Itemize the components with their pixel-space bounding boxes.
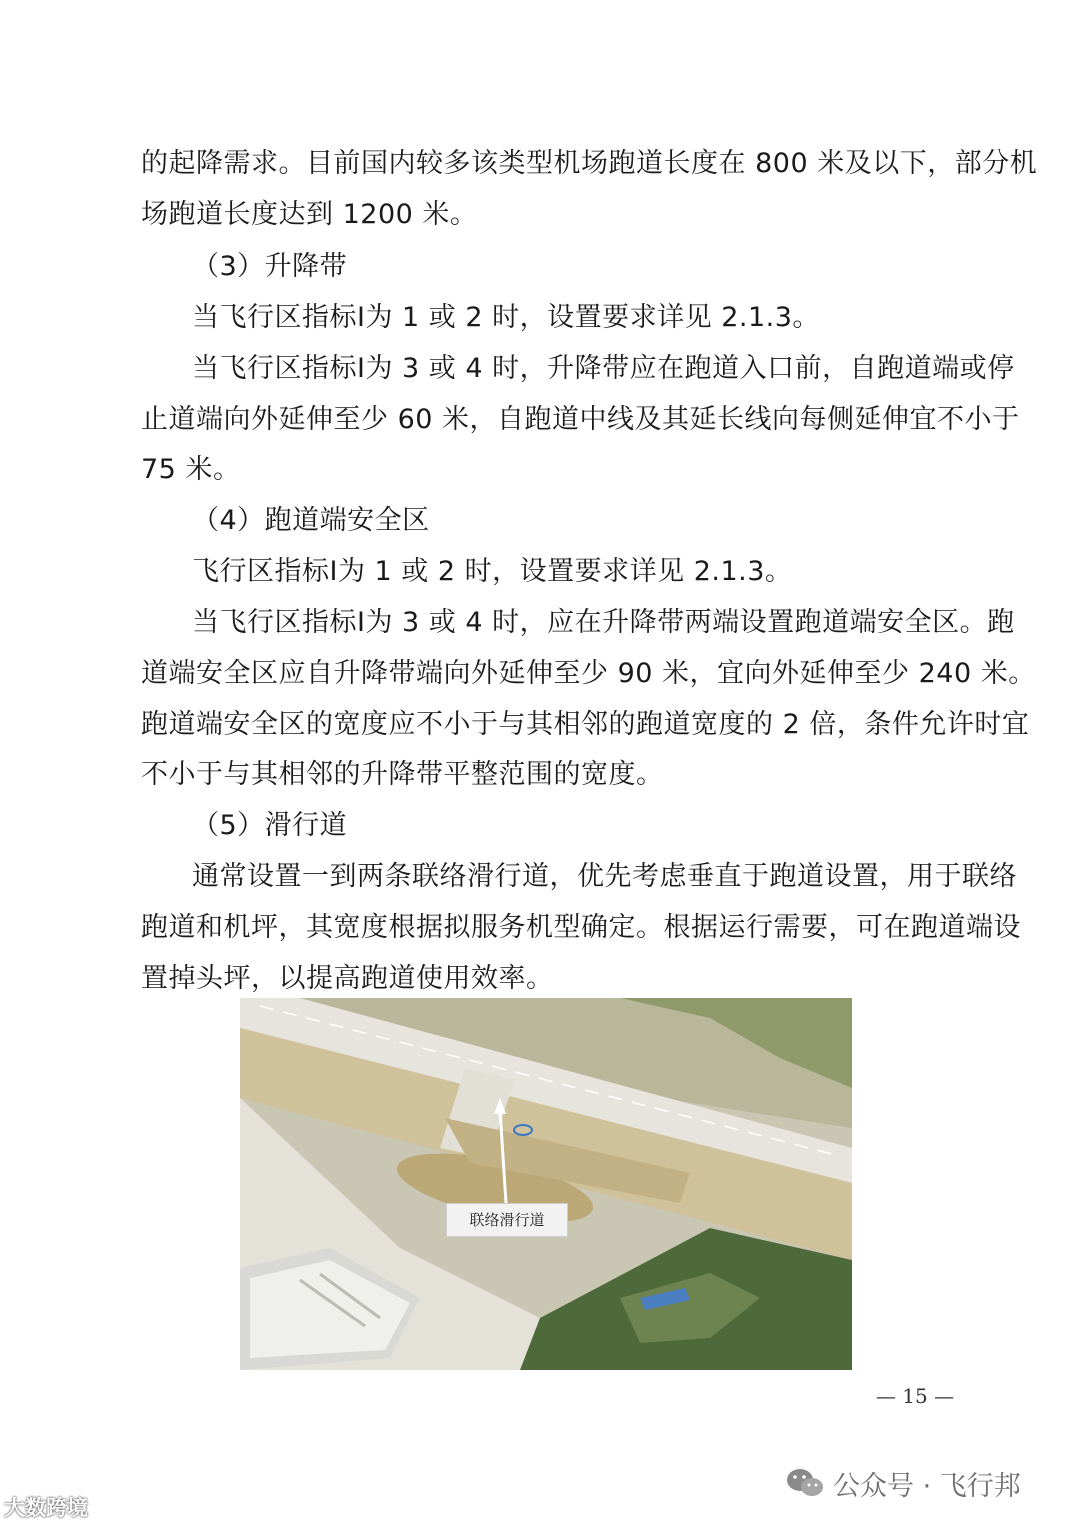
watermark-left	[4, 1490, 88, 1524]
paragraph-line: 跑道和机坪，其宽度根据拟服务机型确定。根据运行需要，可在跑道端设	[141, 912, 1021, 943]
paragraph-line: 的起降需求。目前国内较多该类型机场跑道长度在 800 米及以下，部分机	[141, 148, 1038, 179]
watermark-right	[785, 1463, 1021, 1503]
airport-aerial-photo	[240, 998, 852, 1370]
paragraph-line: 不小于与其相邻的升降带平整范围的宽度。	[141, 759, 664, 790]
account-name: 公众号 · 飞行邦	[833, 1470, 1021, 1502]
paragraph-line: 当飞行区指标Ⅰ为 3 或 4 时，升降带应在跑道入口前，自跑道端或停	[192, 353, 1015, 384]
paragraph-line: 当飞行区指标Ⅰ为 1 或 2 时，设置要求详见 2.1.3。	[192, 302, 820, 333]
section-heading: （5）滑行道	[192, 810, 348, 841]
aerial-illustration	[240, 998, 852, 1370]
paragraph-line: 飞行区指标Ⅰ为 1 或 2 时，设置要求详见 2.1.3。	[192, 556, 793, 587]
wechat-icon	[785, 1466, 825, 1500]
paragraph-line: 置掉头坪，以提高跑道使用效率。	[141, 963, 554, 994]
section-heading: （4）跑道端安全区	[192, 505, 430, 536]
taxiway-label: 联络滑行道	[446, 1203, 568, 1237]
section-heading: （3）升降带	[192, 251, 348, 282]
paragraph-line: 当飞行区指标Ⅰ为 3 或 4 时，应在升降带两端设置跑道端安全区。跑	[192, 607, 1015, 638]
paragraph-line: 75 米。	[141, 454, 241, 485]
brand-text: 大数跨境	[4, 1496, 88, 1520]
paragraph-line: 跑道端安全区的宽度应不小于与其相邻的跑道宽度的 2 倍，条件允许时宜	[141, 709, 1030, 740]
paragraph-line: 场跑道长度达到 1200 米。	[141, 199, 478, 230]
paragraph-line: 道端安全区应自升降带端向外延伸至少 90 米，宜向外延伸至少 240 米。	[141, 658, 1036, 689]
page-number: — 15 —	[875, 1384, 955, 1408]
paragraph-line: 止道端向外延伸至少 60 米，自跑道中线及其延长线向每侧延伸宜不小于	[141, 404, 1020, 435]
paragraph-line: 通常设置一到两条联络滑行道，优先考虑垂直于跑道设置，用于联络	[192, 861, 1017, 892]
